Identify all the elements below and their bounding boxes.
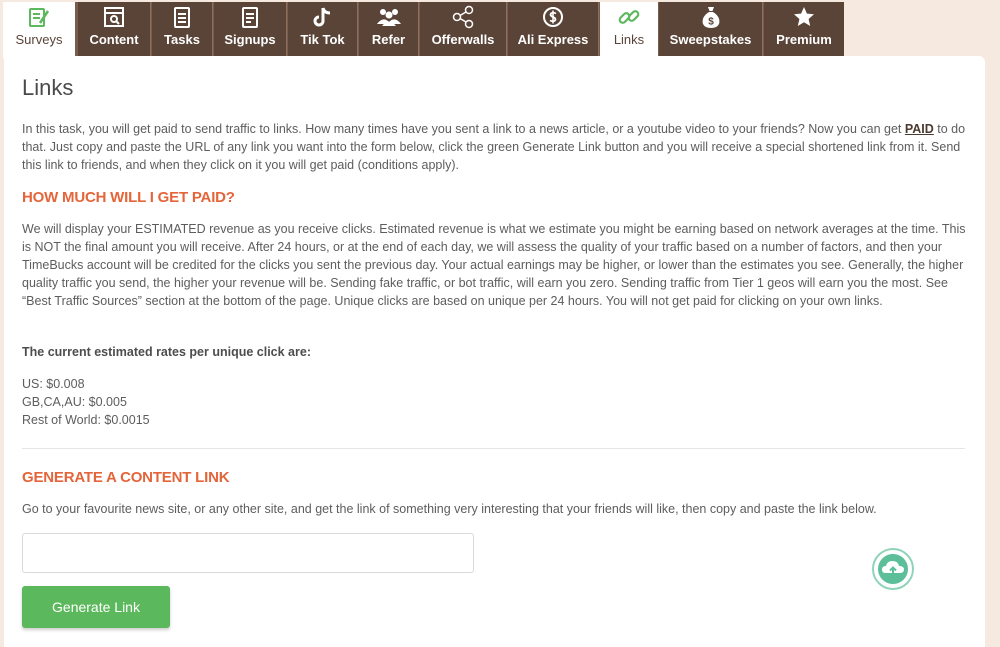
tab-links[interactable] [600,2,658,58]
intro-text-end: to do that. Just copy and paste the URL of any link you want into the form below, click the green Generate Link button and you will receive a special shortened link from it. Send this link to friends, and when they click on it you will get paid (conditions apply). [22,122,966,172]
star-icon [764,5,844,29]
tab-tiktok[interactable] [288,2,358,56]
signups-icon [214,5,286,29]
rates-title: The current estimated rates per unique click are: [22,345,311,359]
tab-offerwalls[interactable] [420,2,507,56]
tab-bar [0,0,1000,56]
tab-surveys[interactable] [3,2,75,58]
rate-us: US: $0.008 [22,377,85,391]
link-icon [600,5,658,29]
money-bag-icon [659,5,762,29]
tab-sweepstakes[interactable] [659,2,763,56]
tab-label: Premium [776,32,832,47]
tab-label: Tik Tok [300,32,345,47]
tasks-icon [152,5,212,29]
tab-label: Content [89,32,139,47]
svg-text:$: $ [707,16,714,28]
generate-instructions: Go to your favourite news site, or any other site, and get the link of something very interesting that your friends will like, then copy and paste the link below. [22,502,877,516]
tab-label: Refer [371,32,406,47]
dollar-circle-icon [508,5,598,29]
content-icon [78,5,150,29]
cloud-upload-button[interactable] [872,548,914,590]
tab-label: Links [613,32,645,47]
tab-content[interactable] [78,2,151,56]
tab-premium[interactable] [764,2,844,56]
tiktok-icon [288,5,357,29]
intro-paragraph [22,120,967,174]
tab-label: Signups [224,32,276,47]
cloud-upload-icon [872,548,914,590]
generate-heading: GENERATE A CONTENT LINK [22,469,230,486]
paid-link[interactable]: PAID [904,122,934,136]
tab-ali-express[interactable] [508,2,599,56]
payment-description: We will display your ESTIMATED revenue as you receive clicks. Estimated revenue is what we estimate you might be earning based on network averages at the time. This is NOT the final amount you will receive. After 24 hours, or at the end of each day, we will assess the quality of your traffic based on a number of factors, and then your TimeBucks account will be credited for the clicks you sent the previous day. Your actual earnings may be higher, or lower than the estimates you see. Generally, the higher quality traffic you send, the higher your revenue will be. Sending fake traffic, or bot traffic, will earn you zero. Sending traffic from Tier 1 geos will earn you the most. See “Best Traffic Sources” section at the bottom of the page. Unique clicks are based on unique per 24 hours. You will not get paid for clicking on your own links. [22,222,966,308]
section-divider [22,448,965,449]
tab-refer[interactable] [359,2,419,56]
refer-icon [359,5,418,29]
tab-label: Sweepstakes [669,32,752,47]
payment-heading: HOW MUCH WILL I GET PAID? [22,189,235,206]
tab-label: Offerwalls [431,32,495,47]
tab-label: Ali Express [517,32,589,47]
links-content-card [4,56,985,647]
intro-text-start: In this task, you will get paid to send traffic to links. How many times have you sent a link to a news article, or a youtube video to your friends? Now you can get [22,122,905,136]
tab-signups[interactable] [214,2,287,56]
generate-link-button[interactable]: Generate Link [22,586,170,628]
survey-icon [3,5,75,29]
tab-label: Surveys [15,32,63,47]
rate-rest-of-world: Rest of World: $0.0015 [22,413,150,427]
rate-gb-ca-au: GB,CA,AU: $0.005 [22,395,127,409]
link-url-input[interactable] [22,533,474,573]
tab-tasks[interactable] [152,2,213,56]
tab-label: Tasks [164,32,200,47]
page-title: Links [22,75,74,100]
share-icon [420,5,506,29]
